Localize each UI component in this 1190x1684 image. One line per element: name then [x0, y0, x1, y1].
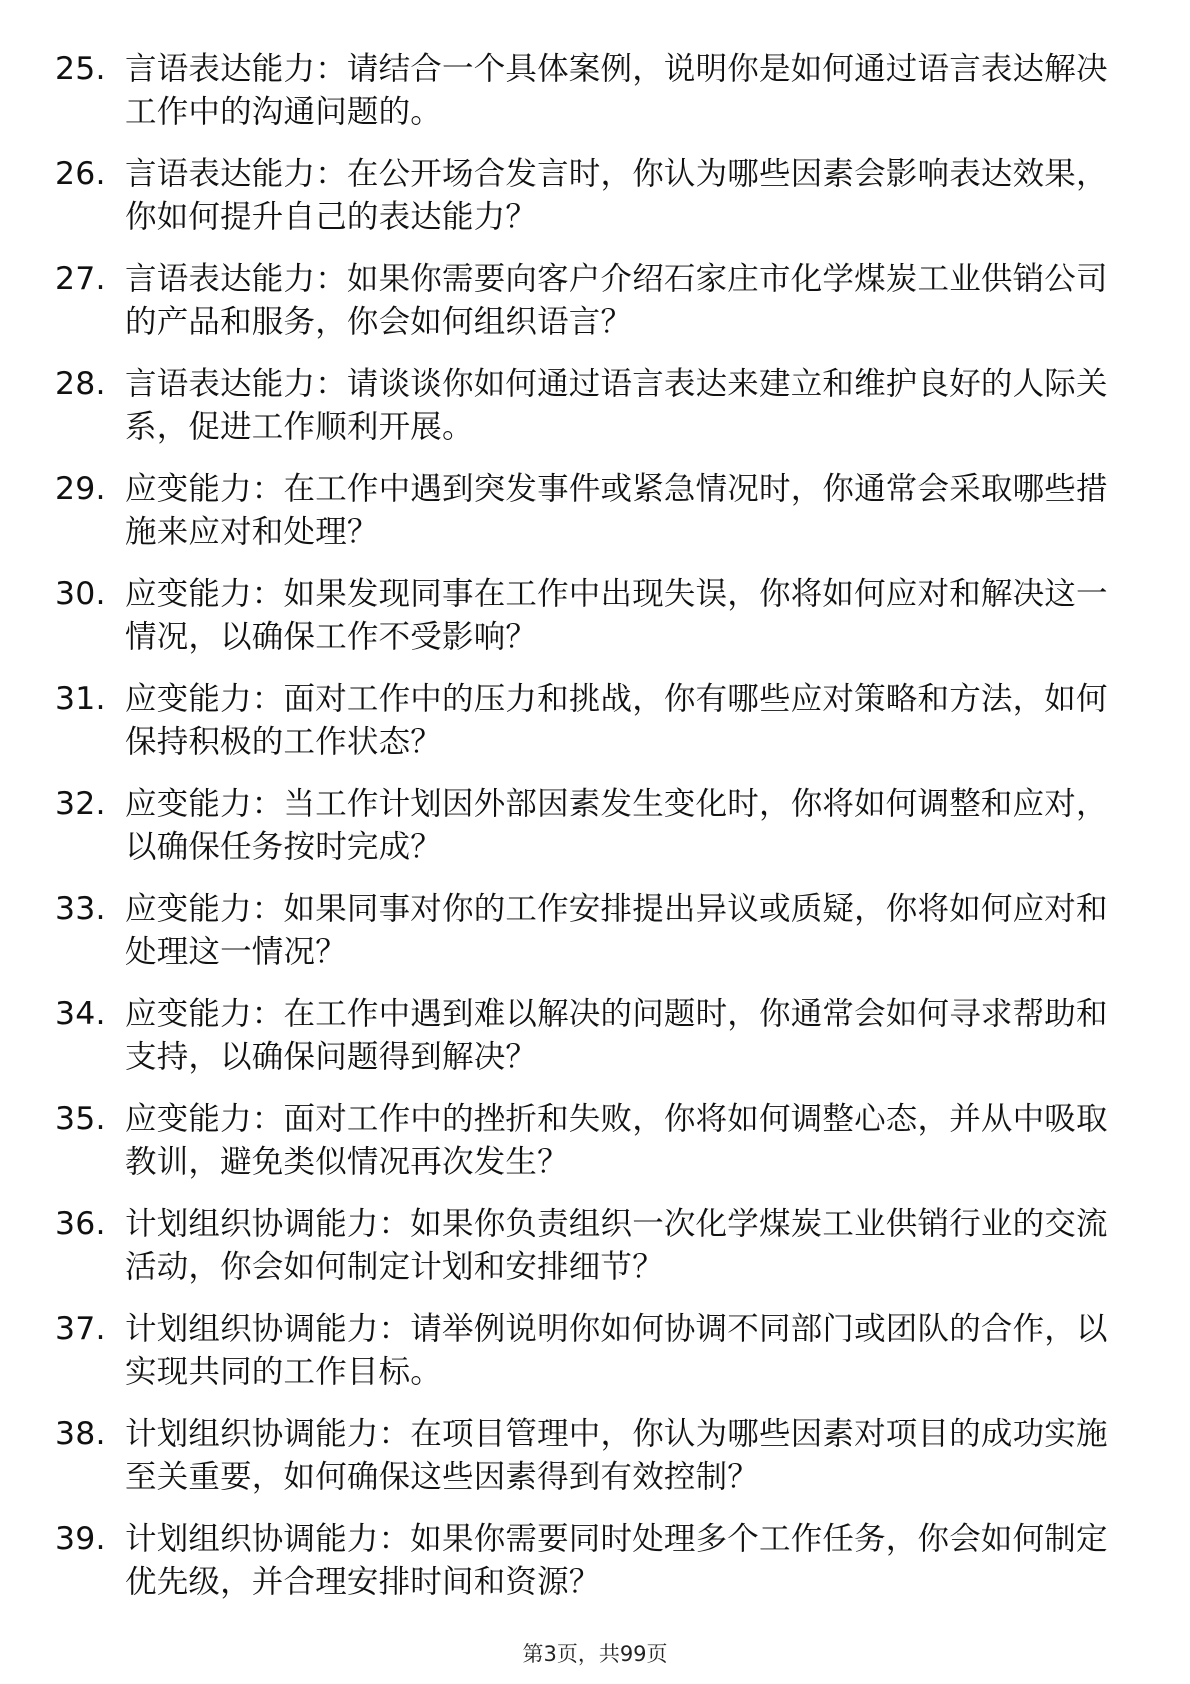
- question-text: 言语表达能力：如果你需要向客户介绍石家庄市化学煤炭工业供销公司的产品和服务，你会如何组织语言？: [125, 261, 1108, 340]
- question-text: 言语表达能力：请结合一个具体案例，说明你是如何通过语言表达解决工作中的沟通问题的。: [125, 51, 1108, 130]
- question-text: 应变能力：面对工作中的挫折和失败，你将如何调整心态，并从中吸取教训，避免类似情况再次发生？: [125, 1101, 1108, 1180]
- question-number: 28.: [55, 366, 106, 402]
- question-number: 36.: [55, 1206, 106, 1242]
- question-text: 应变能力：如果同事对你的工作安排提出异议或质疑，你将如何应对和处理这一情况？: [125, 891, 1108, 970]
- question-number: 35.: [55, 1101, 106, 1137]
- question-number: 26.: [55, 156, 106, 192]
- question-text: 应变能力：在工作中遇到突发事件或紧急情况时，你通常会采取哪些措施来应对和处理？: [125, 471, 1108, 550]
- question-text: 应变能力：面对工作中的压力和挑战，你有哪些应对策略和方法，如何保持积极的工作状态？: [125, 681, 1108, 760]
- question-item: [55, 678, 1135, 764]
- question-item: [55, 1518, 1135, 1604]
- question-text: 计划组织协调能力：请举例说明你如何协调不同部门或团队的合作，以实现共同的工作目标。: [125, 1311, 1108, 1390]
- question-number: 31.: [55, 681, 106, 717]
- question-list: [55, 48, 1135, 1623]
- question-item: [55, 153, 1135, 239]
- question-item: [55, 363, 1135, 449]
- question-number: 32.: [55, 786, 106, 822]
- page-number-label: 第3页，共99页: [522, 1642, 668, 1666]
- question-text: 计划组织协调能力：如果你需要同时处理多个工作任务，你会如何制定优先级，并合理安排时间和资源？: [125, 1521, 1108, 1600]
- question-number: 30.: [55, 576, 106, 612]
- question-item: [55, 468, 1135, 554]
- question-item: [55, 258, 1135, 344]
- question-number: 39.: [55, 1521, 106, 1557]
- question-item: [55, 888, 1135, 974]
- question-number: 37.: [55, 1311, 106, 1347]
- question-item: [55, 573, 1135, 659]
- question-text: 计划组织协调能力：如果你负责组织一次化学煤炭工业供销行业的交流活动，你会如何制定计划和安排细节？: [125, 1206, 1108, 1285]
- question-text: 计划组织协调能力：在项目管理中，你认为哪些因素对项目的成功实施至关重要，如何确保这些因素得到有效控制？: [125, 1416, 1108, 1495]
- question-item: [55, 993, 1135, 1079]
- question-item: [55, 48, 1135, 134]
- page-footer: [0, 1638, 1190, 1668]
- question-text: 应变能力：如果发现同事在工作中出现失误，你将如何应对和解决这一情况，以确保工作不受影响？: [125, 576, 1108, 655]
- question-text: 言语表达能力：请谈谈你如何通过语言表达来建立和维护良好的人际关系，促进工作顺利开展。: [125, 366, 1108, 445]
- question-item: [55, 1308, 1135, 1394]
- question-number: 33.: [55, 891, 106, 927]
- question-number: 29.: [55, 471, 106, 507]
- question-text: 言语表达能力：在公开场合发言时，你认为哪些因素会影响表达效果，你如何提升自己的表达能力？: [125, 156, 1108, 235]
- question-text: 应变能力：在工作中遇到难以解决的问题时，你通常会如何寻求帮助和支持，以确保问题得到解决？: [125, 996, 1108, 1075]
- question-number: 27.: [55, 261, 106, 297]
- question-text: 应变能力：当工作计划因外部因素发生变化时，你将如何调整和应对，以确保任务按时完成？: [125, 786, 1108, 865]
- question-item: [55, 1203, 1135, 1289]
- question-number: 25.: [55, 51, 106, 87]
- question-item: [55, 1098, 1135, 1184]
- question-item: [55, 783, 1135, 869]
- question-item: [55, 1413, 1135, 1499]
- question-number: 34.: [55, 996, 106, 1032]
- question-number: 38.: [55, 1416, 106, 1452]
